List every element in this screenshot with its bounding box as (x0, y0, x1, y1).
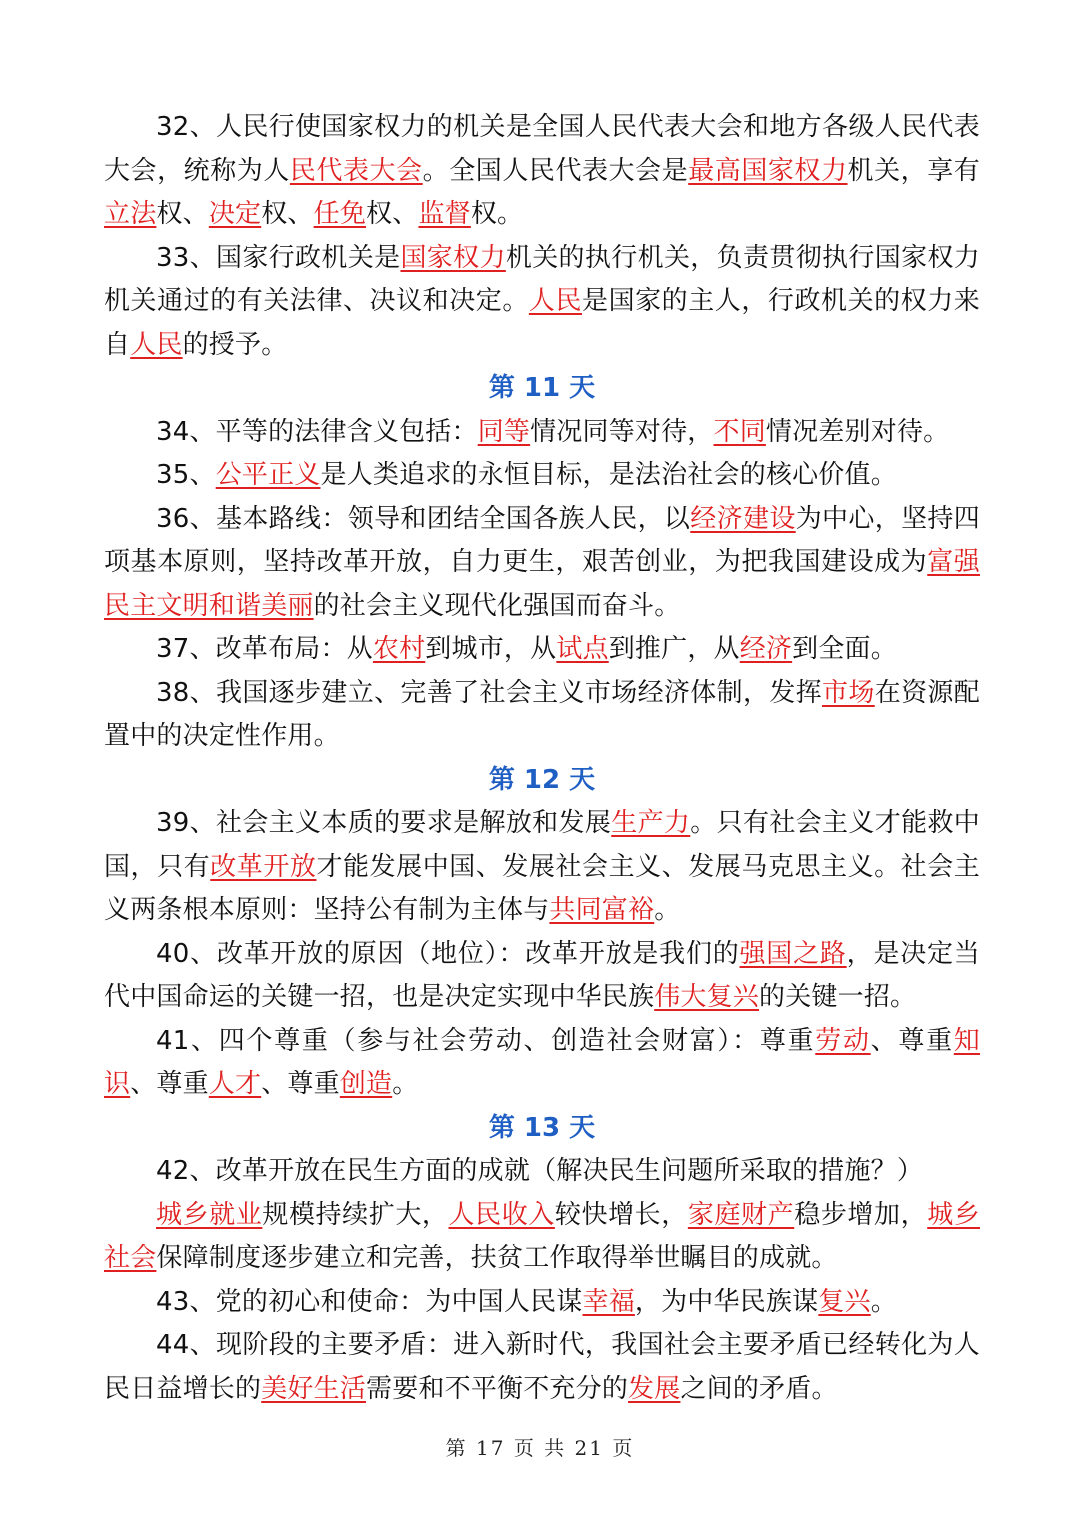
text-segment: 到城市，从 (425, 634, 557, 664)
text-segment: 。只有社会主义才能救中国，只有 (104, 808, 980, 882)
highlighted-term: 农村 (372, 634, 426, 664)
highlighted-term: 试点 (556, 634, 609, 664)
paragraph (104, 411, 980, 455)
highlighted-term: 人民收入 (448, 1199, 555, 1230)
paragraph (104, 106, 980, 237)
text-segment: 稳步增加， (794, 1199, 928, 1230)
text-segment: 。全国人民代表大会是 (422, 155, 689, 186)
text-segment: 36、基本路线：领导和团结全国各族人民，以 (156, 503, 691, 534)
highlighted-term: 民代表大会 (289, 155, 423, 186)
text-segment: 44、现阶段的主要矛盾：进入新时代，我国社会主要矛盾已经转化为人民日益增长的 (104, 1330, 980, 1404)
text-segment: ，是决定当代中国命运的关键一招，也是决定实现中华民族 (104, 938, 980, 1012)
text-segment: 情况差别对待。 (765, 416, 950, 447)
text-segment: 为中心，坚持四项基本原则，坚持改革开放，自力更生，艰苦创业，为把我国建设成为 (104, 503, 980, 577)
highlighted-term: 立法 (104, 199, 157, 229)
paragraph (104, 628, 980, 672)
text-segment: 权、 (261, 199, 314, 229)
highlighted-term: 国家权力 (400, 242, 506, 273)
highlighted-term: 决定 (208, 199, 262, 229)
text-segment: 才能发展中国、发展社会主义、发展马克思主义。社会主义两条根本原则：坚持公有制为主体与 (104, 851, 980, 925)
highlighted-term: 公平正义 (215, 460, 321, 490)
highlighted-term: 强国之路 (739, 938, 847, 969)
paragraph (104, 933, 980, 1020)
text-segment: 的授予。 (182, 329, 288, 360)
highlighted-term: 同等 (477, 416, 531, 447)
text-segment: 到全面。 (792, 634, 897, 664)
paragraph (104, 672, 980, 759)
text-segment: 33、国家行政机关是 (156, 242, 401, 273)
highlighted-term: 市场 (822, 677, 875, 708)
text-segment: 、尊重 (130, 1069, 209, 1099)
text-segment: 规模持续扩大， (262, 1199, 449, 1230)
highlighted-term: 劳动 (815, 1025, 871, 1056)
paragraph (104, 454, 980, 498)
text-segment: 42、改革开放在民生方面的成就（解决民生问题所采取的措施？） (156, 1156, 924, 1186)
text-segment: 的社会主义现代化强国而奋斗。 (313, 590, 681, 621)
text-segment: 40、改革开放的原因（地位）：改革开放是我们的 (156, 938, 740, 969)
text-segment: 较快增长， (554, 1199, 688, 1230)
text-segment: 。 (870, 1286, 897, 1317)
paragraph (104, 498, 980, 629)
day-heading: 第 13 天 (488, 1112, 596, 1143)
text-segment: 41、四个尊重（参与社会劳动、创造社会财富）：尊重 (156, 1025, 816, 1056)
highlighted-term: 监督 (418, 199, 471, 229)
highlighted-term: 生产力 (611, 808, 691, 838)
highlighted-term: 经济建设 (690, 503, 796, 534)
text-segment: 、尊重 (870, 1025, 954, 1056)
text-segment: 32、人民行使国家权力的机关是全国人民代表大会和地方各级人民代表大会，统称为人 (104, 112, 980, 186)
day-heading: 第 11 天 (488, 373, 596, 403)
highlighted-term: 美好生活 (261, 1373, 367, 1404)
highlighted-term: 发展 (628, 1373, 681, 1404)
text-segment: 。 (654, 895, 681, 925)
text-segment: 。 (392, 1069, 419, 1099)
paragraph (104, 1324, 980, 1411)
highlighted-term: 知识 (104, 1025, 980, 1099)
highlighted-term: 伟大复兴 (654, 982, 760, 1012)
highlighted-term: 最高国家权力 (688, 155, 848, 186)
highlighted-term: 人民 (528, 286, 583, 316)
text-segment: 到推广，从 (608, 634, 740, 664)
text-segment: 34、平等的法律含义包括： (156, 416, 478, 447)
highlighted-term: 任免 (313, 199, 367, 229)
highlighted-term: 人才 (208, 1069, 262, 1099)
text-segment: 权、 (156, 199, 209, 229)
highlighted-term: 家庭财产 (687, 1199, 795, 1230)
text-segment: 的关键一招。 (759, 982, 917, 1012)
text-segment: 机关，享有 (847, 155, 980, 186)
highlighted-term: 城乡社会 (104, 1199, 980, 1273)
paragraph (104, 1281, 980, 1325)
highlighted-term: 共同富裕 (549, 895, 655, 925)
text-segment: 39、社会主义本质的要求是解放和发展 (156, 808, 612, 838)
paragraph (104, 1020, 980, 1107)
text-segment: 37、改革布局：从 (156, 634, 373, 664)
paragraph (104, 802, 980, 933)
text-segment: 机关的执行机关，负责贯彻执行国家权力机关通过的有关法律、决议和决定。 (104, 242, 980, 316)
highlighted-term: 城乡就业 (156, 1199, 263, 1230)
text-segment: 在资源配置中的决定性作用。 (104, 677, 980, 751)
highlighted-term: 经济 (739, 634, 793, 664)
page-footer: 第 17 页 共 21 页 (445, 1436, 635, 1460)
text-segment: 需要和不平衡不充分的 (366, 1373, 629, 1404)
text-segment: 是人类追求的永恒目标，是法治社会的核心价值。 (320, 460, 897, 490)
text-segment: 35、 (156, 460, 216, 490)
highlighted-term: 人民 (130, 329, 183, 360)
paragraph (104, 1150, 980, 1194)
text-segment: 43、党的初心和使命：为中国人民谋 (156, 1286, 583, 1317)
paragraph (104, 1194, 980, 1281)
text-segment: 、尊重 (261, 1069, 340, 1099)
document-body (104, 106, 980, 1411)
highlighted-term: 创造 (339, 1069, 393, 1099)
highlighted-term: 复兴 (818, 1286, 871, 1317)
text-segment: 是国家的主人，行政机关的权力来自 (104, 286, 980, 360)
text-segment: 权。 (470, 199, 524, 229)
text-segment: 权、 (366, 199, 419, 229)
paragraph (104, 237, 980, 368)
highlighted-term: 富强民主文明和谐美丽 (104, 547, 981, 621)
text-segment: 38、我国逐步建立、完善了社会主义市场经济体制，发挥 (156, 677, 823, 708)
text-segment: ，为中华民族谋 (634, 1286, 819, 1317)
highlighted-term: 不同 (713, 416, 766, 447)
text-segment: 情况同等对待， (530, 416, 714, 447)
highlighted-term: 改革开放 (210, 851, 317, 882)
text-segment: 保障制度逐步建立和完善，扶贫工作取得举世瞩目的成就。 (156, 1243, 838, 1273)
highlighted-term: 幸福 (582, 1286, 635, 1317)
text-segment: 之间的矛盾。 (680, 1373, 838, 1404)
day-heading: 第 12 天 (488, 764, 596, 795)
